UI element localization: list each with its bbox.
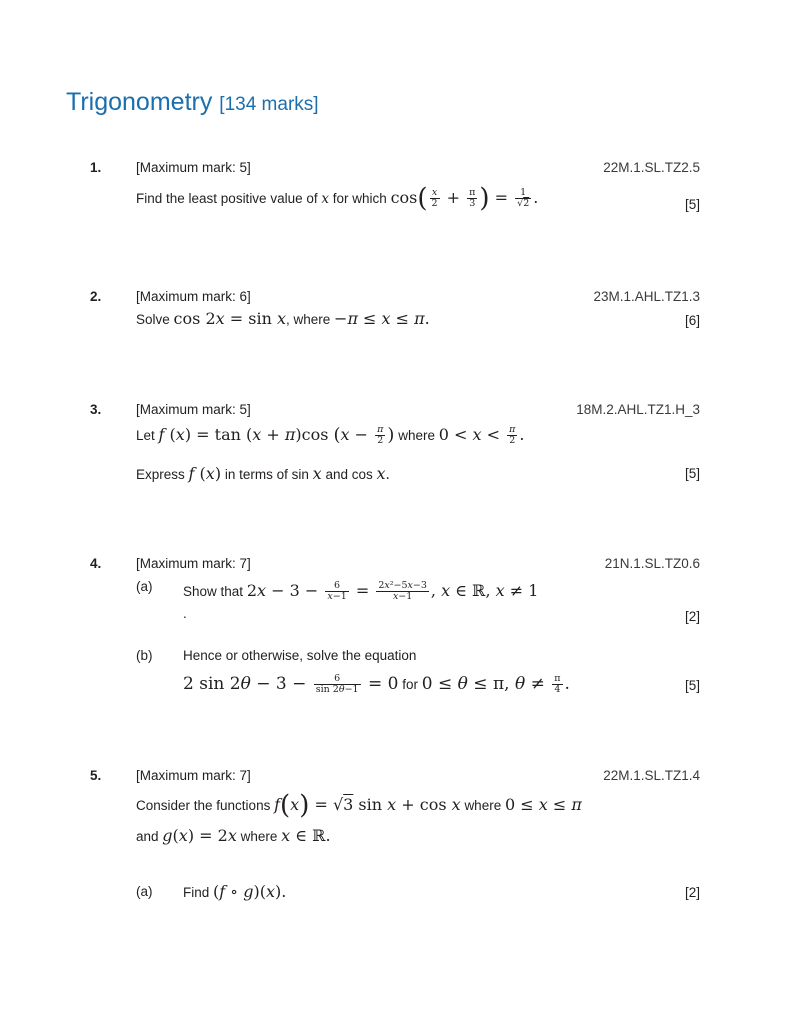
- max-mark: [Maximum mark: 5]: [136, 402, 251, 417]
- part-b-label: (b): [136, 648, 153, 663]
- math-var: x: [321, 191, 329, 207]
- domain: x ∈ ℝ.: [281, 826, 331, 845]
- text: Express: [136, 467, 185, 482]
- text: and cos: [325, 467, 373, 482]
- text: Let: [136, 428, 155, 443]
- text: where: [240, 829, 278, 844]
- function-g: g(x) = 2x: [162, 826, 237, 845]
- math-var: x: [376, 464, 386, 483]
- function-f: f(x) = √3 sin x + cos x: [274, 790, 461, 821]
- part-b-text: Hence or otherwise, solve the equation: [183, 648, 417, 663]
- domain: 0 ≤ θ ≤ π, θ ≠ $\frac{\pi}{4}$ .: [421, 673, 570, 695]
- part-a-marks: [2]: [684, 885, 700, 900]
- part-a-label: (a): [136, 579, 153, 594]
- composition: (f ∘ g)(x).: [213, 882, 287, 901]
- question-marks: [5]: [684, 197, 700, 212]
- part-a-dot: .: [183, 606, 187, 621]
- question-marks: [6]: [684, 313, 700, 328]
- text: where: [464, 798, 502, 813]
- question-ref: 21N.1.SL.TZ0.6: [604, 556, 700, 571]
- question-marks: [5]: [684, 466, 700, 481]
- text: and: [136, 829, 159, 844]
- page-heading: [66, 88, 319, 117]
- page-title: Trigonometry: [66, 88, 213, 116]
- equation: 2 sin 2θ − 3 − $\frac{6}{\sin 2\theta-1}$ = 0: [183, 673, 399, 695]
- question-subtext: [136, 826, 331, 845]
- math-var: x: [312, 464, 322, 483]
- text: for: [402, 677, 418, 692]
- math-expr: f (x): [188, 464, 222, 483]
- identity: 2x − 3 − $\frac{6}{x-1}$ = $\frac{\text{2x²−5x−3}}{x-1}$ , x ∈ ℝ, x ≠ 1: [246, 580, 539, 602]
- domain: 0 ≤ x ≤ π: [504, 795, 582, 814]
- question-number: 1.: [90, 160, 102, 175]
- total-marks: [134 marks]: [219, 94, 319, 115]
- question-ref: 18M.2.AHL.TZ1.H_3: [576, 402, 700, 417]
- question-number: 5.: [90, 768, 102, 783]
- function-definition: f (x) = tan (x + π)cos (x − $\frac{\pi}{2}$ ): [158, 424, 395, 446]
- text: Consider the functions: [136, 798, 271, 813]
- part-a-label: (a): [136, 884, 153, 899]
- question-ref: 23M.1.AHL.TZ1.3: [593, 289, 700, 304]
- text: Find: [183, 885, 210, 900]
- question-text: [136, 180, 538, 217]
- max-mark: [Maximum mark: 5]: [136, 160, 251, 175]
- max-mark: [Maximum mark: 7]: [136, 556, 251, 571]
- text: in terms of sin: [224, 467, 309, 482]
- question-ref: 22M.1.SL.TZ2.5: [603, 160, 700, 175]
- max-mark: [Maximum mark: 7]: [136, 768, 251, 783]
- part-a-text: [183, 882, 286, 901]
- part-a-marks: [2]: [684, 609, 700, 624]
- text: Find the least positive value of: [136, 191, 318, 206]
- domain: 0 < x < $\frac{\pi}{2}$ .: [438, 424, 525, 446]
- part-a-text: [183, 576, 538, 607]
- part-b-equation: [183, 667, 570, 702]
- question-subtext: Express f (x) in terms of sin x and cos x.: [136, 464, 390, 483]
- question-text: [136, 788, 582, 823]
- question-number: 4.: [90, 556, 102, 571]
- question-ref: 22M.1.SL.TZ1.4: [603, 768, 700, 783]
- text: where: [398, 428, 435, 443]
- part-b-marks: [5]: [684, 678, 700, 693]
- question-text: [136, 420, 524, 451]
- text: for which: [332, 191, 387, 206]
- equation: cos( $\frac{x}{2}$ + $\frac{\pi}{3}$ ) = $\frac{1}{√2}$ .: [390, 183, 539, 214]
- max-mark: [Maximum mark: 6]: [136, 289, 251, 304]
- equation: cos 2x = sin x: [173, 309, 286, 328]
- question-number: 2.: [90, 289, 102, 304]
- inequality: −π ≤ x ≤ π.: [334, 309, 430, 328]
- text: , where: [285, 312, 331, 327]
- text: Show that: [183, 584, 244, 599]
- text: Solve: [136, 312, 170, 327]
- question-number: 3.: [90, 402, 102, 417]
- question-text: [136, 309, 430, 328]
